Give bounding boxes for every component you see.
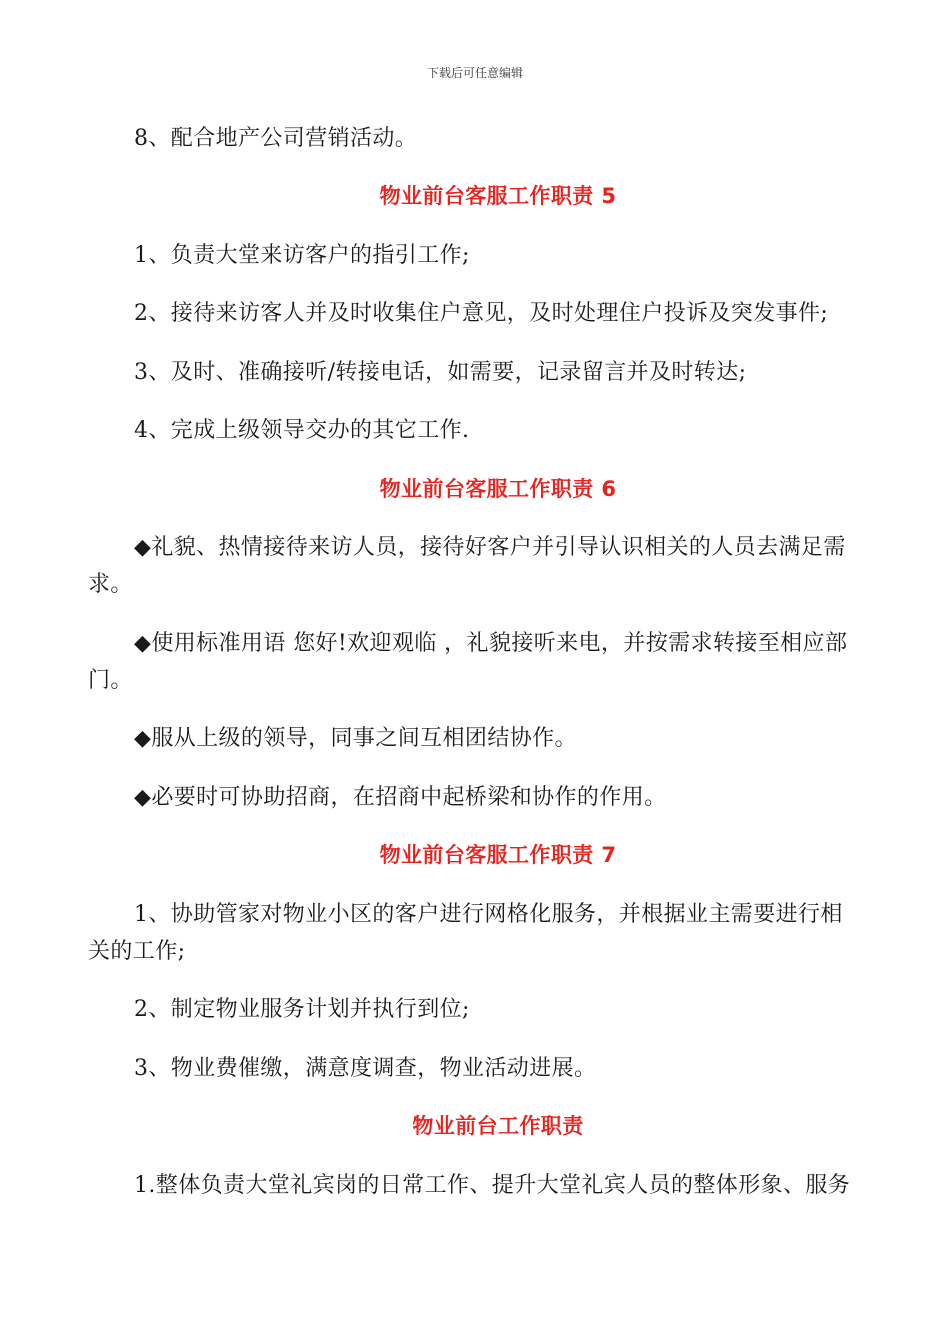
section-7-item-3: 3、物业费催缴，满意度调查，物业活动进展。 [134, 1055, 597, 1081]
section-6-item-3: ◆服从上级的领导，同事之间互相团结协作。 [134, 726, 577, 751]
document-body [88, 120, 862, 1226]
section-6-item-4: ◆必要时可协助招商，在招商中起桥梁和协作的作用。 [134, 784, 667, 810]
intro-item-8: 8、配合地产公司营销活动。 [134, 125, 418, 151]
heading-section-5: 物业前台客服工作职责 5 [379, 184, 617, 208]
section-5-item-4: 4、完成上级领导交办的其它工作. [134, 418, 470, 443]
section-6-item-2: ◆使用标准用语 您好!欢迎观临 ，礼貌接听来电，并按需求转接至相应部门。 [88, 630, 848, 693]
section-7-item-2: 2、制定物业服务计划并执行到位; [134, 997, 470, 1022]
front-desk-item-1: 1.整体负责大堂礼宾岗的日常工作、提升大堂礼宾人员的整体形象、服务 [134, 1172, 851, 1198]
section-5-item-2: 2、接待来访客人并及时收集住户意见，及时处理住户投诉及突发事件; [134, 301, 829, 326]
section-7-item-1: 1、协助管家对物业小区的客户进行网格化服务，并根据业主需要进行相关的工作; [88, 901, 843, 964]
section-5-item-3: 3、及时、准确接听/转接电话，如需要，记录留言并及时转达; [134, 359, 747, 385]
heading-section-7: 物业前台客服工作职责 7 [379, 843, 617, 867]
page-header: 下载后可任意编辑 [426, 66, 523, 80]
heading-section-6: 物业前台客服工作职责 6 [379, 476, 617, 501]
section-5-item-1: 1、负责大堂来访客户的指引工作; [134, 242, 470, 268]
section-6-item-1: ◆礼貌、热情接待来访人员，接待好客户并引导认识相关的人员去满足需求。 [88, 535, 846, 597]
heading-front-desk-duties: 物业前台工作职责 [412, 1114, 584, 1138]
